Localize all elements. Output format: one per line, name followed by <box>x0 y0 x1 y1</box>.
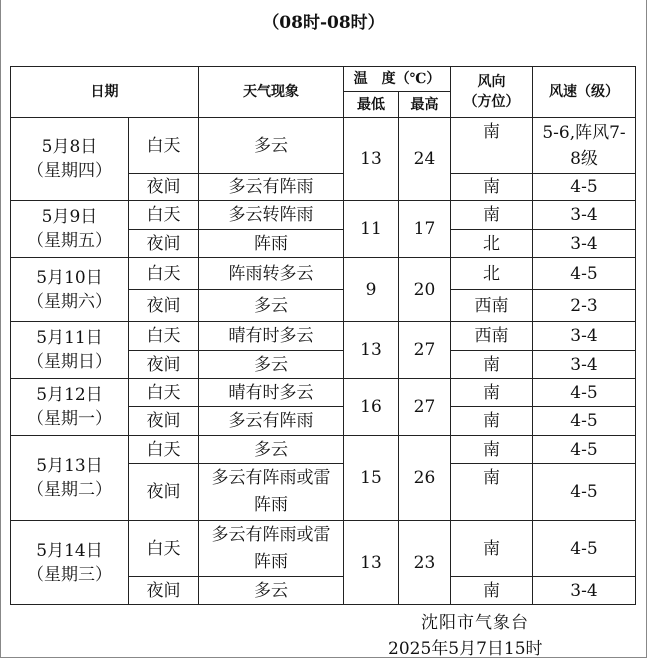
weekday: （星期六） <box>27 291 112 312</box>
date: 5月14日 <box>36 540 103 561</box>
wind-direction-night: 南 <box>451 351 533 379</box>
temp-low: 9 <box>344 258 399 322</box>
temp-high: 24 <box>399 118 451 201</box>
wind-speed-night: 4-5 <box>533 174 636 201</box>
period-day: 白天 <box>129 201 199 230</box>
table-row <box>11 379 636 407</box>
temp-high: 27 <box>399 322 451 379</box>
header-low: 最低 <box>344 92 399 118</box>
wind-direction-night: 南 <box>451 174 533 201</box>
wind-direction-night: 南 <box>451 577 533 605</box>
period-day: 白天 <box>129 521 199 577</box>
wind-speed-day: 4-5 <box>533 379 636 407</box>
wind-speed-day: 3-4 <box>533 201 636 230</box>
weekday: （星期二） <box>27 480 112 500</box>
table-row <box>11 521 636 577</box>
weather-day: 多云转阵雨 <box>199 201 344 230</box>
wind-speed-night: 4-5 <box>533 464 636 521</box>
date-cell <box>11 258 129 322</box>
wind-speed-night: 3-4 <box>533 351 636 379</box>
table-row <box>11 118 636 174</box>
weather-day: 多云 <box>199 118 344 174</box>
date: 5月12日 <box>36 385 103 405</box>
header-wind-direction-line1: 风向 <box>477 74 506 90</box>
temp-high: 27 <box>399 379 451 436</box>
period-day: 白天 <box>129 436 199 464</box>
table-row <box>11 201 636 230</box>
weekday: （星期四） <box>27 161 112 181</box>
weekday: （星期一） <box>27 409 112 429</box>
weather-day: 晴有时多云 <box>199 379 344 407</box>
temp-high: 26 <box>399 436 451 521</box>
header-weather: 天气现象 <box>199 67 344 118</box>
wind-speed-night: 2-3 <box>533 290 636 322</box>
wind-direction-day: 北 <box>451 258 533 290</box>
wind-direction-day: 南 <box>451 201 533 230</box>
weather-night: 多云 <box>199 577 344 605</box>
temp-low: 13 <box>344 521 399 605</box>
weather-day: 多云 <box>199 436 344 464</box>
wind-direction-night: 西南 <box>451 290 533 322</box>
weather-night: 多云有阵雨 <box>199 407 344 436</box>
period-night: 夜间 <box>129 351 199 379</box>
date-cell <box>11 322 129 379</box>
wind-direction-day: 南 <box>451 118 533 174</box>
date: 5月8日 <box>41 137 98 157</box>
weather-day: 阵雨转多云 <box>199 258 344 290</box>
date-cell <box>11 521 129 605</box>
weather-day: 晴有时多云 <box>199 322 344 351</box>
wind-speed-day: 4-5 <box>533 436 636 464</box>
table-row <box>11 436 636 464</box>
header-wind-direction-line2: （方位） <box>463 94 520 110</box>
temp-high: 20 <box>399 258 451 322</box>
wind-speed-night: 4-5 <box>533 407 636 436</box>
wind-direction-day: 南 <box>451 521 533 577</box>
period-night: 夜间 <box>129 464 199 521</box>
weather-night: 多云 <box>199 290 344 322</box>
weather-night: 阵雨 <box>199 230 344 258</box>
date: 5月9日 <box>41 207 98 227</box>
wind-direction-day: 南 <box>451 436 533 464</box>
period-day: 白天 <box>129 379 199 407</box>
weekday: （星期日） <box>27 352 112 372</box>
page-title: （08时-08时） <box>262 13 385 33</box>
table-row <box>11 322 636 351</box>
date-cell <box>11 201 129 258</box>
period-night: 夜间 <box>129 290 199 322</box>
wind-speed-night: 3-4 <box>533 577 636 605</box>
header-high: 最高 <box>399 92 451 118</box>
header-wind-direction <box>451 67 533 118</box>
date-cell <box>11 436 129 521</box>
period-night: 夜间 <box>129 174 199 201</box>
forecast-table <box>10 66 636 605</box>
temp-low: 13 <box>344 118 399 201</box>
temp-low: 11 <box>344 201 399 258</box>
weather-night: 多云有阵雨或雷阵雨 <box>199 464 344 521</box>
header-date: 日期 <box>11 67 199 118</box>
period-night: 夜间 <box>129 577 199 605</box>
period-day: 白天 <box>129 118 199 174</box>
wind-direction-night: 北 <box>451 230 533 258</box>
temp-high: 23 <box>399 521 451 605</box>
wind-direction-night: 南 <box>451 407 533 436</box>
date: 5月10日 <box>36 267 103 288</box>
temp-low: 13 <box>344 322 399 379</box>
wind-direction-day: 西南 <box>451 322 533 351</box>
wind-speed-day: 3-4 <box>533 322 636 351</box>
table-row <box>11 258 636 290</box>
header-wind-speed: 风速（级） <box>533 67 636 118</box>
wind-speed-night: 3-4 <box>533 230 636 258</box>
weather-night: 多云有阵雨 <box>199 174 344 201</box>
date-cell <box>11 118 129 201</box>
period-day: 白天 <box>129 322 199 351</box>
wind-speed-day: 4-5 <box>533 258 636 290</box>
wind-speed-day: 4-5 <box>533 521 636 577</box>
temp-low: 15 <box>344 436 399 521</box>
issue-time: 2025年5月7日15时 <box>388 639 543 659</box>
date-cell <box>11 379 129 436</box>
weather-night: 多云 <box>199 351 344 379</box>
wind-direction-night: 南 <box>451 464 533 521</box>
weekday: （星期五） <box>27 231 112 251</box>
period-night: 夜间 <box>129 407 199 436</box>
temp-low: 16 <box>344 379 399 436</box>
issuer: 沈阳市气象台 <box>421 613 529 633</box>
period-day: 白天 <box>129 258 199 290</box>
date: 5月11日 <box>36 328 103 348</box>
wind-speed-day: 5-6,阵风7-8级 <box>533 118 636 174</box>
wind-direction-day: 南 <box>451 379 533 407</box>
weekday: （星期三） <box>27 564 112 585</box>
header-temp: 温 度（℃） <box>344 67 451 92</box>
date: 5月13日 <box>36 456 103 476</box>
weather-day: 多云有阵雨或雷阵雨 <box>199 521 344 577</box>
temp-high: 17 <box>399 201 451 258</box>
period-night: 夜间 <box>129 230 199 258</box>
